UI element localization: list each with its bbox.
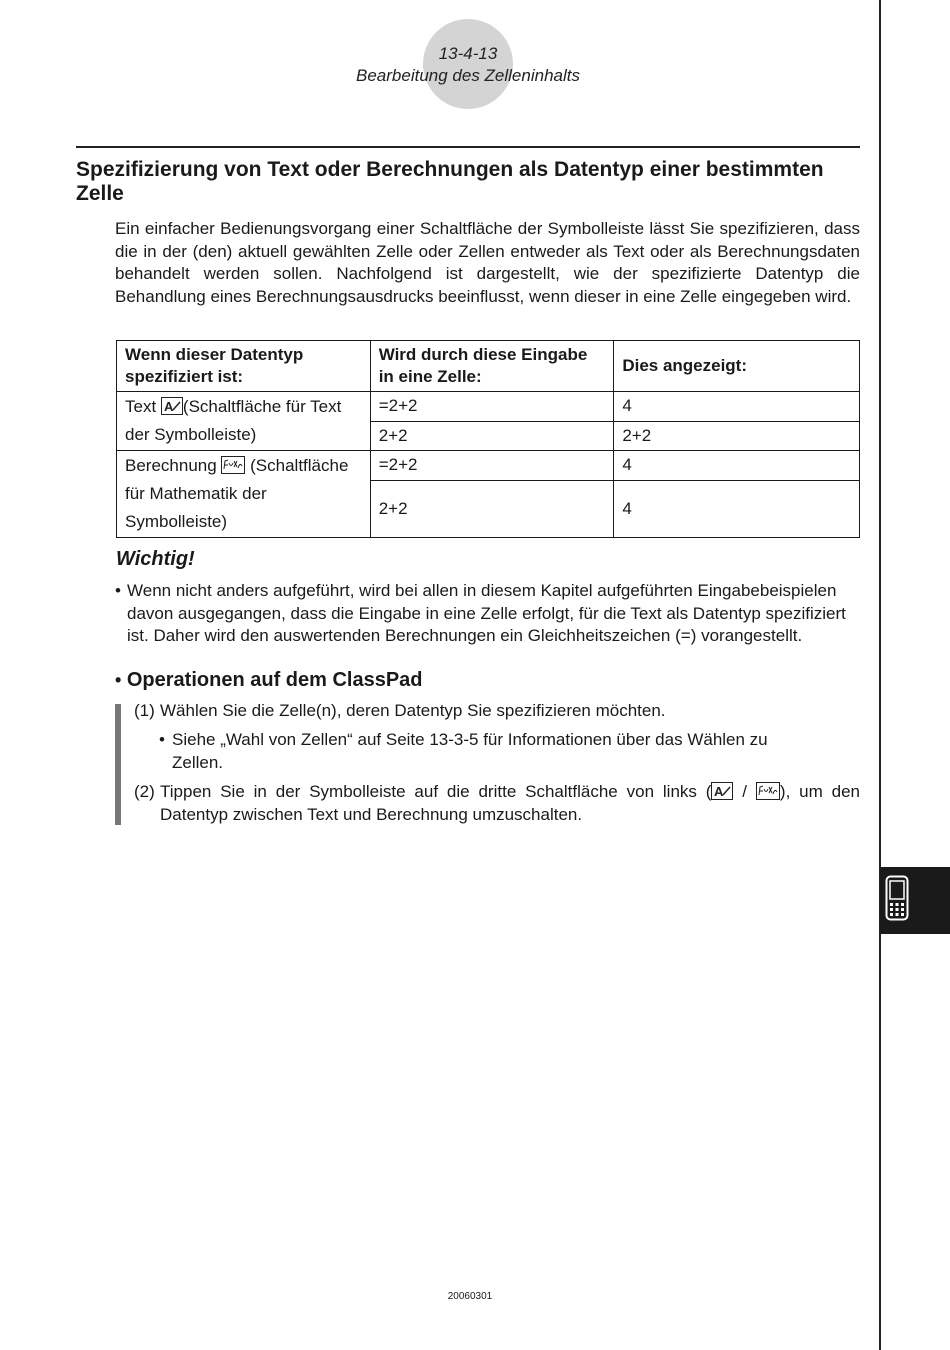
shown-cell: 2+2 <box>614 421 860 451</box>
operations-title: Operationen auf dem ClassPad <box>126 669 423 691</box>
operation-step <box>134 781 860 826</box>
table-header-row <box>117 341 860 392</box>
datatype-label-rest: (Schaltfläche für Mathematik der Symbolleiste) <box>125 456 349 531</box>
heading-bullet: • <box>115 670 122 690</box>
input-cell: =2+2 <box>370 451 614 481</box>
datatype-label: Berechnung <box>125 456 222 475</box>
shown-cell: 4 <box>614 480 860 537</box>
important-note <box>115 580 860 648</box>
text-mode-icon <box>711 782 733 800</box>
subnote-bullet: • <box>159 730 165 749</box>
datatype-label-rest: (Schaltfläche für Text der Symbolleiste) <box>125 397 342 444</box>
section-title: Spezifizierung von Text oder Berechnungen als Datentyp einer bestimmten Zelle <box>76 158 824 205</box>
important-heading: Wichtig! <box>116 548 195 570</box>
operations-heading <box>115 669 423 692</box>
step-number: (1) <box>134 701 155 720</box>
table-header-cell: Wird durch diese Eingabe in eine Zelle: <box>370 341 614 392</box>
step-text <box>160 781 860 826</box>
section-rule <box>76 146 860 148</box>
datatype-math-cell <box>117 451 371 538</box>
input-cell: =2+2 <box>370 392 614 422</box>
step-subnote <box>159 729 819 774</box>
step-text: Wählen Sie die Zelle(n), deren Datentyp Sie spezifizieren möchten. <box>160 701 666 720</box>
datatype-text-cell <box>117 392 371 451</box>
datatype-label: Text <box>125 397 161 416</box>
page-number: 13-4-13 <box>438 44 498 63</box>
text-mode-icon <box>161 397 183 415</box>
note-text: Wenn nicht anders aufgeführt, wird bei allen in diesem Kapitel aufgeführten Eingabebeispielen davon ausgegangen, dass die Eingabe in eine Zelle erfolgt, für die Text als Datentyp spezifiziert ist. Daher wird den auswertenden Berechnungen ein Gleichheitszeichen (=) vorangestellt. <box>127 581 846 645</box>
operations-side-bar <box>115 704 121 825</box>
footer-code: 20060301 <box>447 1291 493 1302</box>
svg-text:A: A <box>714 784 724 799</box>
input-cell: 2+2 <box>370 480 614 537</box>
shown-cell: 4 <box>614 451 860 481</box>
step-text-after: ), um den Datentyp zwischen Text und Berechnung umzuschalten. <box>160 782 861 824</box>
step-number: (2) <box>134 782 155 801</box>
header-circle <box>423 19 513 109</box>
table-header-cell: Wenn dieser Datentyp spezifiziert ist: <box>117 341 371 392</box>
chapter-side-tab <box>880 867 950 934</box>
note-bullet: • <box>115 581 121 600</box>
table-row <box>117 392 860 422</box>
subnote-text: Siehe „Wahl von Zellen“ auf Seite 13-3-5 für Informationen über das Wählen zu Zellen. <box>172 730 768 772</box>
right-margin-rule <box>879 0 881 1350</box>
intro-paragraph: Ein einfacher Bedienungsvorgang einer Schaltfläche der Symbolleiste lässt Sie spezifizieren, dass die in der (den) aktuell gewählten Zelle oder Zellen entweder als Text oder als Berechnungsdaten behandelt werden sollen. Nachfolgend ist dargestellt, wie der spezifizierte Datentyp die Behandlung eines Berechnungsausdrucks beeinflusst, wenn dieser in eine Zelle eingegeben wird. <box>115 219 860 306</box>
icon-separator: / <box>733 782 756 801</box>
svg-text:A: A <box>163 399 174 414</box>
math-mode-icon <box>756 782 780 800</box>
table-row <box>117 451 860 481</box>
input-cell: 2+2 <box>370 421 614 451</box>
page-subtitle: Bearbeitung des Zelleninhalts <box>356 66 580 85</box>
math-mode-icon <box>221 456 245 474</box>
operation-step <box>134 700 860 723</box>
shown-cell: 4 <box>614 392 860 422</box>
step-text-before: Tippen Sie in der Symbolleiste auf die dritte Schaltfläche von links ( <box>160 782 712 801</box>
classpad-calculator-icon <box>885 875 909 921</box>
table-header-cell: Dies angezeigt: <box>614 341 860 392</box>
datatype-table <box>116 340 860 538</box>
